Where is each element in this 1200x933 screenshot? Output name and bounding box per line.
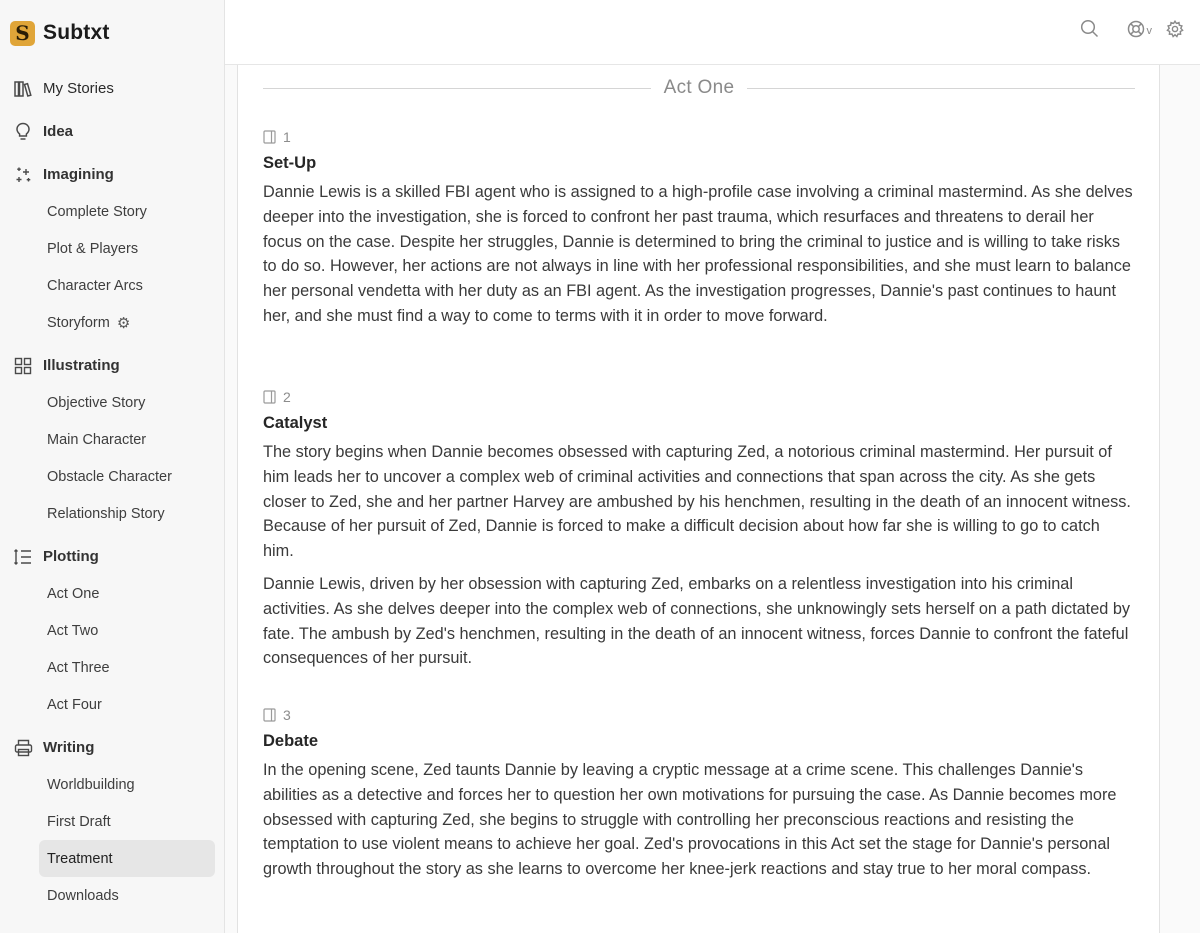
sidebar-item-label: Storyform — [47, 314, 110, 331]
beat-number-text: 2 — [283, 389, 291, 405]
sidebar-item-main-character[interactable]: Main Character — [47, 431, 147, 448]
sidebar-item-imagining[interactable] — [0, 156, 225, 193]
treatment-document — [237, 65, 1160, 933]
act-header — [263, 76, 1135, 100]
sidebar-item-act-one[interactable]: Act One — [47, 585, 100, 602]
brand[interactable] — [10, 19, 110, 47]
sidebar-item-first-draft[interactable]: First Draft — [47, 813, 111, 830]
beat-section — [263, 128, 1135, 329]
library-icon — [13, 79, 33, 99]
sidebar-nav — [0, 70, 225, 914]
sidebar-item-obstacle-character[interactable]: Obstacle Character — [47, 468, 172, 485]
search-button[interactable] — [1080, 20, 1099, 42]
beat-paragraph[interactable]: Dannie Lewis, driven by her obsession with capturing Zed, embarks on a relentless investigation into his criminal activities. As she delves deeper into the complex web of connections, she unknowingly sets herself on a path dictated by fate. The ambush by Zed's henchmen, resulting in the death of an innocent witness, forces Dannie to confront the fateful consequences of her pursuit. — [263, 574, 1131, 668]
sidebar-item-character-arcs[interactable]: Character Arcs — [47, 277, 143, 294]
help-menu-button[interactable] — [1127, 20, 1153, 42]
sidebar-item-objective-story[interactable]: Objective Story — [47, 394, 146, 411]
help-icon — [1127, 20, 1145, 43]
sidebar-item-label: Imagining — [43, 166, 114, 183]
sidebar-item-my-stories[interactable] — [0, 70, 225, 107]
sidebar-item-act-four[interactable]: Act Four — [47, 696, 102, 713]
divider — [263, 88, 651, 89]
sidebar-item-label: Plotting — [43, 548, 99, 565]
sidebar-item-act-three[interactable]: Act Three — [47, 659, 110, 676]
list-ordered-icon — [13, 547, 33, 567]
page-icon — [263, 130, 277, 144]
sidebar-item-illustrating[interactable] — [0, 347, 225, 384]
beat-title: Set-Up — [263, 154, 317, 172]
act-title: Act One — [663, 77, 735, 98]
grid-icon — [13, 356, 33, 376]
page-icon — [263, 708, 277, 722]
header-actions — [1080, 20, 1185, 42]
divider — [747, 88, 1135, 89]
printer-icon — [13, 738, 33, 758]
beat-title: Catalyst — [263, 414, 328, 432]
sidebar-item-storyform[interactable] — [39, 304, 215, 341]
sidebar-item-plot-players[interactable]: Plot & Players — [47, 240, 139, 257]
beat-number-text: 1 — [283, 129, 291, 145]
brand-name: Subtxt — [43, 21, 110, 44]
sidebar-item-act-two[interactable]: Act Two — [47, 622, 99, 639]
sidebar-item-relationship-story[interactable]: Relationship Story — [47, 505, 165, 522]
beat-section — [263, 706, 1135, 882]
chevron-down-icon: v — [1146, 25, 1152, 37]
sidebar-item-treatment[interactable]: Treatment — [39, 840, 215, 877]
sidebar-item-plotting[interactable] — [0, 538, 225, 575]
main-content — [225, 65, 1200, 933]
beat-paragraph[interactable]: The story begins when Dannie becomes obsessed with capturing Zed, a notorious criminal mastermind. Her pursuit of him leads her to uncover a complex web of criminal activities and connections that span across the city. As she gets closer to Zed, she and her partner Harvey are ambushed by his henchmen, resulting in the death of an innocent witness. Because of her pursuit of Zed, Dannie is forced to make a difficult decision about how far she is willing to go to catch him. — [263, 443, 1131, 561]
sidebar-item-label: Illustrating — [43, 357, 120, 374]
beat-number-text: 3 — [283, 707, 291, 723]
beat-number — [263, 388, 1135, 406]
sidebar-item-writing[interactable] — [0, 729, 225, 766]
page-icon — [263, 390, 277, 404]
sidebar-item-idea[interactable] — [0, 113, 225, 150]
sidebar-item-label: Idea — [43, 123, 74, 140]
beat-section — [263, 388, 1135, 671]
beat-title: Debate — [263, 732, 319, 750]
settings-icon: ⚙ — [116, 314, 131, 332]
sidebar-item-label: My Stories — [43, 80, 114, 97]
beat-number — [263, 706, 1135, 724]
sidebar-item-complete-story[interactable]: Complete Story — [47, 203, 147, 220]
sparkle-icon — [13, 165, 33, 185]
lightbulb-icon — [13, 122, 33, 142]
beat-paragraph[interactable]: Dannie Lewis is a skilled FBI agent who is assigned to a high-profile case involving a criminal mastermind. As she delves deeper into the investigation, she is forced to confront her past trauma, which resurfaces and threatens to derail her focus on the case. Despite her struggles, Dannie is determined to bring the criminal to justice and is willing to take risks to do so. However, her actions are not always in line with her professional responsibilities, and she must learn to balance her personal vendetta with her duty as an FBI agent. As the investigation progresses, Dannie's past continues to haunt her, and she must find a way to come to terms with it in order to move forward. — [263, 183, 1133, 325]
top-bar — [225, 0, 1200, 65]
settings-icon — [1166, 20, 1184, 43]
logo-icon: S — [10, 21, 35, 46]
search-icon — [1080, 19, 1099, 43]
sidebar-item-label: Writing — [43, 739, 95, 756]
sidebar-item-worldbuilding[interactable]: Worldbuilding — [47, 776, 135, 793]
beat-number — [263, 128, 1135, 146]
sidebar-item-downloads[interactable]: Downloads — [47, 887, 119, 904]
settings-button[interactable] — [1166, 20, 1184, 42]
sidebar — [0, 0, 225, 933]
beat-paragraph[interactable]: In the opening scene, Zed taunts Dannie by leaving a cryptic message at a crime scene. This challenges Dannie's abilities as a detective and forces her to question her own motivations for pursuing the case. As Dannie becomes more obsessed with capturing Zed, she begins to struggle with controlling her preconscious reactions and resisting the temptation to use violent means to achieve her goal. Zed's provocations in this Act set the stage for Dannie's personal growth throughout the story as she learns to overcome her knee-jerk reactions and stay true to her moral compass. — [263, 761, 1117, 879]
